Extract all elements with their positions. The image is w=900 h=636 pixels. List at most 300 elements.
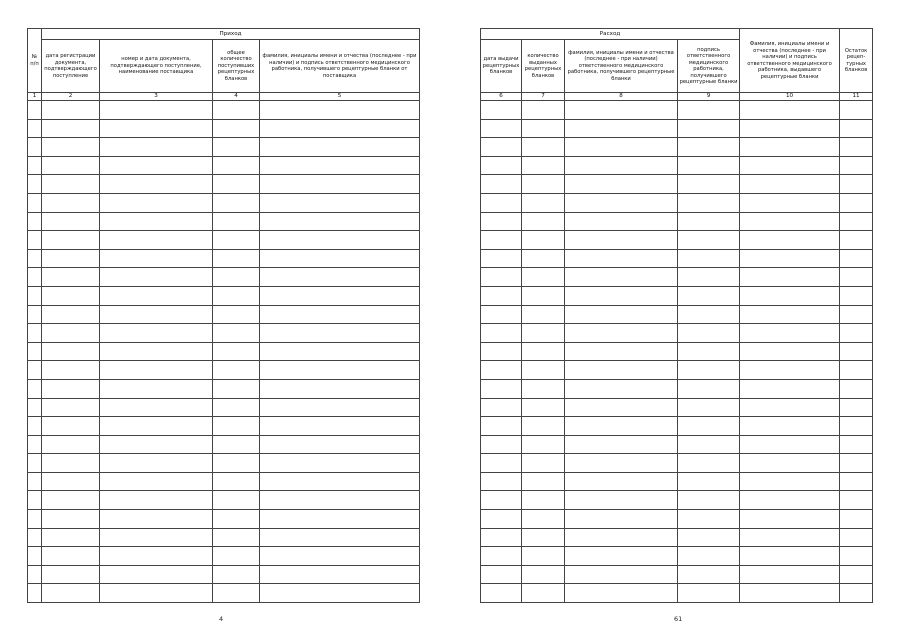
table-cell[interactable] (28, 286, 42, 305)
table-cell[interactable] (840, 417, 873, 436)
table-cell[interactable] (522, 286, 565, 305)
table-cell[interactable] (213, 212, 260, 231)
table-cell[interactable] (213, 193, 260, 212)
table-cell[interactable] (565, 231, 678, 250)
table-cell[interactable] (740, 398, 840, 417)
table-cell[interactable] (678, 156, 740, 175)
table-cell[interactable] (840, 305, 873, 324)
table-cell[interactable] (522, 231, 565, 250)
table-cell[interactable] (740, 361, 840, 380)
table-cell[interactable] (840, 268, 873, 287)
table-cell[interactable] (840, 324, 873, 343)
table-cell[interactable] (522, 547, 565, 566)
table-cell[interactable] (740, 156, 840, 175)
table-cell[interactable] (522, 454, 565, 473)
table-cell[interactable] (260, 417, 420, 436)
table-cell[interactable] (840, 361, 873, 380)
table-cell[interactable] (42, 528, 100, 547)
table-cell[interactable] (522, 510, 565, 529)
table-cell[interactable] (42, 193, 100, 212)
table-cell[interactable] (260, 249, 420, 268)
table-cell[interactable] (28, 361, 42, 380)
table-cell[interactable] (42, 231, 100, 250)
table-cell[interactable] (213, 472, 260, 491)
table-cell[interactable] (260, 268, 420, 287)
table-cell[interactable] (213, 510, 260, 529)
table-cell[interactable] (213, 305, 260, 324)
table-cell[interactable] (678, 565, 740, 584)
table-cell[interactable] (522, 101, 565, 120)
table-cell[interactable] (678, 472, 740, 491)
table-cell[interactable] (213, 417, 260, 436)
table-cell[interactable] (740, 584, 840, 603)
table-cell[interactable] (740, 528, 840, 547)
table-cell[interactable] (522, 324, 565, 343)
table-cell[interactable] (565, 249, 678, 268)
table-cell[interactable] (678, 268, 740, 287)
table-cell[interactable] (740, 472, 840, 491)
table-cell[interactable] (213, 454, 260, 473)
table-cell[interactable] (481, 249, 522, 268)
table-cell[interactable] (481, 528, 522, 547)
table-cell[interactable] (481, 305, 522, 324)
table-cell[interactable] (42, 119, 100, 138)
table-cell[interactable] (42, 584, 100, 603)
table-cell[interactable] (28, 565, 42, 584)
table-cell[interactable] (840, 379, 873, 398)
table-cell[interactable] (100, 101, 213, 120)
table-cell[interactable] (260, 547, 420, 566)
table-row (481, 249, 873, 268)
table-cell[interactable] (678, 212, 740, 231)
table-cell[interactable] (840, 398, 873, 417)
table-cell[interactable] (28, 212, 42, 231)
table-cell[interactable] (678, 454, 740, 473)
table-cell[interactable] (260, 491, 420, 510)
table-cell[interactable] (28, 584, 42, 603)
table-cell[interactable] (740, 249, 840, 268)
table-cell[interactable] (678, 547, 740, 566)
table-cell[interactable] (100, 268, 213, 287)
table-cell[interactable] (42, 491, 100, 510)
table-cell[interactable] (260, 565, 420, 584)
table-cell[interactable] (481, 119, 522, 138)
table-cell[interactable] (565, 435, 678, 454)
table-cell[interactable] (481, 398, 522, 417)
table-cell[interactable] (522, 138, 565, 157)
table-cell[interactable] (260, 379, 420, 398)
table-cell[interactable] (28, 454, 42, 473)
table-cell[interactable] (678, 342, 740, 361)
table-cell[interactable] (565, 324, 678, 343)
table-cell[interactable] (678, 584, 740, 603)
table-cell[interactable] (260, 119, 420, 138)
table-cell[interactable] (260, 193, 420, 212)
table-cell[interactable] (100, 584, 213, 603)
table-cell[interactable] (678, 324, 740, 343)
table-cell[interactable] (481, 101, 522, 120)
table-cell[interactable] (565, 547, 678, 566)
table-cell[interactable] (678, 305, 740, 324)
table-cell[interactable] (840, 435, 873, 454)
table-cell[interactable] (522, 175, 565, 194)
table-cell[interactable] (481, 379, 522, 398)
table-cell[interactable] (213, 398, 260, 417)
table-cell[interactable] (28, 305, 42, 324)
table-cell[interactable] (100, 454, 213, 473)
table-cell[interactable] (565, 565, 678, 584)
table-cell[interactable] (100, 324, 213, 343)
table-cell[interactable] (42, 175, 100, 194)
table-cell[interactable] (740, 342, 840, 361)
table-cell[interactable] (28, 175, 42, 194)
table-cell[interactable] (522, 491, 565, 510)
table-cell[interactable] (260, 528, 420, 547)
table-cell[interactable] (740, 175, 840, 194)
table-cell[interactable] (42, 156, 100, 175)
table-cell[interactable] (28, 324, 42, 343)
table-cell[interactable] (481, 584, 522, 603)
table-cell[interactable] (522, 417, 565, 436)
table-cell[interactable] (740, 435, 840, 454)
table-cell[interactable] (42, 379, 100, 398)
table-cell[interactable] (213, 324, 260, 343)
table-cell[interactable] (260, 101, 420, 120)
table-cell[interactable] (100, 417, 213, 436)
table-cell[interactable] (840, 472, 873, 491)
table-cell[interactable] (42, 398, 100, 417)
table-cell[interactable] (565, 268, 678, 287)
table-row (28, 138, 420, 157)
table-cell[interactable] (565, 156, 678, 175)
table-cell[interactable] (481, 156, 522, 175)
table-cell[interactable] (522, 584, 565, 603)
table-cell[interactable] (260, 231, 420, 250)
table-cell[interactable] (260, 138, 420, 157)
table-cell[interactable] (100, 472, 213, 491)
table-cell[interactable] (740, 547, 840, 566)
table-cell[interactable] (565, 361, 678, 380)
table-cell[interactable] (213, 379, 260, 398)
table-cell[interactable] (42, 286, 100, 305)
table-cell[interactable] (100, 193, 213, 212)
table-cell[interactable] (260, 398, 420, 417)
table-cell[interactable] (481, 324, 522, 343)
table-cell[interactable] (740, 193, 840, 212)
table-cell[interactable] (740, 454, 840, 473)
table-cell[interactable] (678, 119, 740, 138)
table-cell[interactable] (28, 379, 42, 398)
table-cell[interactable] (740, 305, 840, 324)
table-cell[interactable] (565, 379, 678, 398)
table-cell[interactable] (678, 435, 740, 454)
table-cell[interactable] (100, 175, 213, 194)
table-cell[interactable] (100, 231, 213, 250)
table-cell[interactable] (481, 342, 522, 361)
table-cell[interactable] (565, 417, 678, 436)
table-cell[interactable] (678, 249, 740, 268)
table-cell[interactable] (678, 286, 740, 305)
table-cell[interactable] (565, 286, 678, 305)
table-cell[interactable] (481, 231, 522, 250)
table-cell[interactable] (840, 138, 873, 157)
table-cell[interactable] (522, 305, 565, 324)
table-cell[interactable] (481, 286, 522, 305)
table-cell[interactable] (840, 342, 873, 361)
table-cell[interactable] (100, 528, 213, 547)
table-cell[interactable] (678, 138, 740, 157)
table-cell[interactable] (678, 528, 740, 547)
table-cell[interactable] (42, 565, 100, 584)
table-cell[interactable] (42, 435, 100, 454)
table-cell[interactable] (42, 249, 100, 268)
table-cell[interactable] (565, 491, 678, 510)
table-cell[interactable] (840, 454, 873, 473)
table-cell[interactable] (565, 398, 678, 417)
table-cell[interactable] (678, 361, 740, 380)
table-cell[interactable] (260, 175, 420, 194)
table-cell[interactable] (840, 491, 873, 510)
table-cell[interactable] (213, 342, 260, 361)
table-cell[interactable] (42, 547, 100, 566)
table-cell[interactable] (481, 175, 522, 194)
table-cell[interactable] (678, 175, 740, 194)
table-cell[interactable] (100, 491, 213, 510)
table-cell[interactable] (42, 212, 100, 231)
table-cell[interactable] (840, 584, 873, 603)
table-cell[interactable] (522, 398, 565, 417)
table-cell[interactable] (522, 565, 565, 584)
table-cell[interactable] (481, 510, 522, 529)
table-cell[interactable] (678, 510, 740, 529)
table-cell[interactable] (100, 212, 213, 231)
table-cell[interactable] (100, 547, 213, 566)
table-cell[interactable] (42, 472, 100, 491)
table-cell[interactable] (840, 156, 873, 175)
table-cell[interactable] (213, 491, 260, 510)
table-cell[interactable] (28, 435, 42, 454)
table-cell[interactable] (42, 138, 100, 157)
table-cell[interactable] (481, 491, 522, 510)
table-cell[interactable] (260, 435, 420, 454)
table-cell[interactable] (260, 454, 420, 473)
table-cell[interactable] (260, 156, 420, 175)
table-cell[interactable] (840, 528, 873, 547)
table-cell[interactable] (260, 510, 420, 529)
table-cell[interactable] (522, 212, 565, 231)
table-cell[interactable] (100, 286, 213, 305)
table-cell[interactable] (100, 361, 213, 380)
table-cell[interactable] (481, 361, 522, 380)
table-cell[interactable] (678, 417, 740, 436)
table-cell[interactable] (42, 324, 100, 343)
table-cell[interactable] (260, 212, 420, 231)
table-cell[interactable] (522, 528, 565, 547)
table-cell[interactable] (260, 361, 420, 380)
table-cell[interactable] (522, 379, 565, 398)
table-cell[interactable] (678, 101, 740, 120)
table-cell[interactable] (840, 175, 873, 194)
table-cell[interactable] (565, 175, 678, 194)
table-cell[interactable] (740, 286, 840, 305)
table-cell[interactable] (28, 342, 42, 361)
table-cell[interactable] (678, 231, 740, 250)
table-cell[interactable] (840, 231, 873, 250)
table-cell[interactable] (522, 472, 565, 491)
table-cell[interactable] (42, 417, 100, 436)
table-cell[interactable] (740, 138, 840, 157)
table-cell[interactable] (678, 379, 740, 398)
table-cell[interactable] (260, 584, 420, 603)
table-cell[interactable] (213, 175, 260, 194)
table-cell[interactable] (840, 249, 873, 268)
table-cell[interactable] (100, 138, 213, 157)
table-cell[interactable] (565, 193, 678, 212)
table-cell[interactable] (565, 528, 678, 547)
table-cell[interactable] (740, 119, 840, 138)
table-cell[interactable] (100, 565, 213, 584)
table-cell[interactable] (213, 435, 260, 454)
table-cell[interactable] (28, 231, 42, 250)
table-cell[interactable] (522, 156, 565, 175)
table-cell[interactable] (28, 472, 42, 491)
table-cell[interactable] (522, 249, 565, 268)
table-cell[interactable] (481, 212, 522, 231)
table-cell[interactable] (28, 138, 42, 157)
table-cell[interactable] (213, 528, 260, 547)
table-cell[interactable] (100, 119, 213, 138)
table-cell[interactable] (28, 249, 42, 268)
table-cell[interactable] (840, 286, 873, 305)
table-cell[interactable] (213, 286, 260, 305)
table-cell[interactable] (100, 510, 213, 529)
table-cell[interactable] (522, 193, 565, 212)
table-cell[interactable] (28, 510, 42, 529)
table-cell[interactable] (740, 101, 840, 120)
table-cell[interactable] (481, 193, 522, 212)
table-cell[interactable] (481, 472, 522, 491)
table-cell[interactable] (740, 565, 840, 584)
table-cell[interactable] (28, 156, 42, 175)
table-cell[interactable] (565, 212, 678, 231)
table-cell[interactable] (522, 342, 565, 361)
table-cell[interactable] (42, 510, 100, 529)
table-cell[interactable] (840, 193, 873, 212)
table-cell[interactable] (678, 491, 740, 510)
table-cell[interactable] (28, 491, 42, 510)
table-cell[interactable] (28, 528, 42, 547)
table-cell[interactable] (100, 435, 213, 454)
table-cell[interactable] (740, 379, 840, 398)
table-cell[interactable] (213, 119, 260, 138)
table-cell[interactable] (28, 119, 42, 138)
table-cell[interactable] (522, 268, 565, 287)
table-cell[interactable] (740, 324, 840, 343)
table-cell[interactable] (42, 305, 100, 324)
table-cell[interactable] (213, 249, 260, 268)
table-cell[interactable] (481, 138, 522, 157)
table-cell[interactable] (522, 119, 565, 138)
table-cell[interactable] (260, 472, 420, 491)
table-cell[interactable] (28, 547, 42, 566)
table-cell[interactable] (481, 454, 522, 473)
table-cell[interactable] (213, 156, 260, 175)
table-cell[interactable] (100, 379, 213, 398)
table-cell[interactable] (678, 398, 740, 417)
table-cell[interactable] (565, 342, 678, 361)
table-cell[interactable] (740, 417, 840, 436)
table-cell[interactable] (100, 305, 213, 324)
table-cell[interactable] (740, 491, 840, 510)
table-cell[interactable] (740, 510, 840, 529)
table-cell[interactable] (213, 138, 260, 157)
table-cell[interactable] (522, 435, 565, 454)
table-cell[interactable] (740, 212, 840, 231)
table-cell[interactable] (213, 547, 260, 566)
table-cell[interactable] (481, 417, 522, 436)
table-cell[interactable] (840, 212, 873, 231)
table-cell[interactable] (565, 454, 678, 473)
table-cell[interactable] (100, 249, 213, 268)
table-cell[interactable] (213, 361, 260, 380)
page-number: 61 (674, 615, 683, 623)
table-cell[interactable] (678, 193, 740, 212)
table-cell[interactable] (840, 101, 873, 120)
table-cell[interactable] (213, 101, 260, 120)
table-cell[interactable] (565, 510, 678, 529)
table-cell[interactable] (100, 156, 213, 175)
table-cell[interactable] (840, 547, 873, 566)
table-cell[interactable] (565, 472, 678, 491)
table-cell[interactable] (481, 268, 522, 287)
table-cell[interactable] (481, 435, 522, 454)
table-cell[interactable] (42, 101, 100, 120)
table-cell[interactable] (740, 268, 840, 287)
table-cell[interactable] (28, 398, 42, 417)
table-cell[interactable] (213, 231, 260, 250)
table-cell[interactable] (565, 584, 678, 603)
table-cell[interactable] (100, 398, 213, 417)
table-cell[interactable] (213, 565, 260, 584)
table-cell[interactable] (260, 342, 420, 361)
table-cell[interactable] (565, 305, 678, 324)
table-cell[interactable] (100, 342, 213, 361)
table-cell[interactable] (42, 361, 100, 380)
table-cell[interactable] (28, 268, 42, 287)
table-cell[interactable] (840, 119, 873, 138)
table-cell[interactable] (260, 305, 420, 324)
table-cell[interactable] (213, 268, 260, 287)
table-cell[interactable] (565, 101, 678, 120)
table-cell[interactable] (840, 565, 873, 584)
table-cell[interactable] (260, 286, 420, 305)
table-cell[interactable] (42, 268, 100, 287)
table-cell[interactable] (28, 193, 42, 212)
table-cell[interactable] (481, 547, 522, 566)
table-cell[interactable] (260, 324, 420, 343)
table-cell[interactable] (28, 101, 42, 120)
table-cell[interactable] (565, 119, 678, 138)
table-cell[interactable] (213, 584, 260, 603)
table-cell[interactable] (522, 361, 565, 380)
table-cell[interactable] (481, 565, 522, 584)
table-cell[interactable] (28, 417, 42, 436)
table-cell[interactable] (42, 342, 100, 361)
table-cell[interactable] (565, 138, 678, 157)
table-cell[interactable] (740, 231, 840, 250)
table-cell[interactable] (42, 454, 100, 473)
table-cell[interactable] (840, 510, 873, 529)
